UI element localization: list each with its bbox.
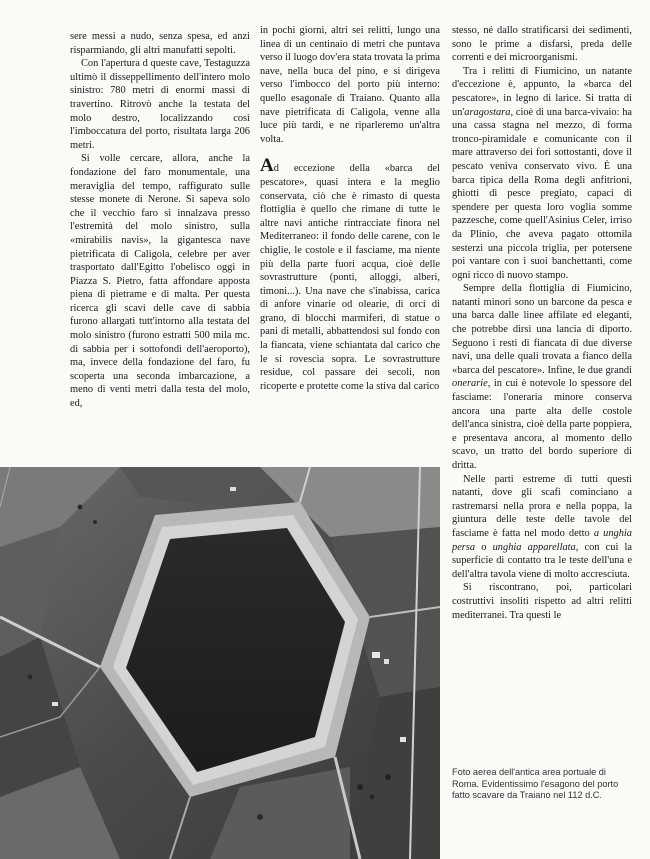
text-column-3 <box>452 24 632 622</box>
paragraph: stesso, né dallo stratificarsi dei sedimenti, sono le prime a disfarsi, preda delle correnti e dei microorganismi. <box>452 25 632 64</box>
paragraph: Con l'apertura d queste cave, Testaguzza ultimò il disseppellimento dell'intero molo sinistro: 780 metri di enormi massi di travertino. Ritrovò anche la testata del molo destro, localizzando così l'imboccatura del porto, risultata larga 206 metri. <box>70 58 250 151</box>
paragraph: sere messi a nudo, senza spesa, ed anzi risparmiando, gli altri manufatti sepolti. <box>70 31 250 56</box>
aerial-photo-image <box>0 467 440 859</box>
text-span: o <box>475 541 493 553</box>
text-span: , cioè di una barca-vivaio: ha una cassa stagna nel mezzo, di forma tronco-piramidale e comunicante con il mare attraverso dei fori sottostanti, dove il pescato veniva conservato vivo. È una barca tipica della Roma degli anfitrioni, ghiotti di pesce pregiato, capaci di spendere per questa loro voglia somme pazzesche, come quell'Asinius Celer, irriso da Plinio, che aveva pagato ottomila sesterzi una piccola triglia, per potersene poi vantare con i suoi banchettanti, come ogni ricco di nuovo stampo. <box>452 106 632 281</box>
paragraph: Si volle cercare, allora, anche la fondazione del faro monumentale, una meraviglia del tempo, raffigurato sulle stesse monete di Nerone. Si sapeva solo che il vecchio faro si innalzava presso l'estremità del molo sinistro, sulla «mirabilis navis», la gigantesca nave pietrificata di Caligola, celebre per aver trasportato dall'Egitto l'obelisco oggi in Piazza S. Pietro, fatta affondare apposta piena di pietrame e di malta. Per questa ricerca gli scavi delle cave di sabbia furono allargati tutt'intorno alla testata del molo sinistro (furono estratti 500 mila mc. di sabbia per i sottofondi dell'aeroporto), ma, invece della fondazione del faro, fu scoperta una seconda imbarcazione, a meno di venti metri dalla testa del molo, ed, <box>70 153 250 410</box>
text-column-2 <box>260 24 440 393</box>
paragraph-dropcap <box>260 155 440 393</box>
paragraph <box>452 282 632 472</box>
paragraph: Si riscontrano, poi, particolari costruttivi insoliti rispetto ad altri relitti mediterranei. Tra questi le <box>452 582 632 621</box>
text-span: Nelle parti estreme di tutti questi natanti, dove gli scafi cominciano a rastremarsi nella prora e nella poppa, la giuntura delle teste delle tavole del fasciame è fatta nel modo detto <box>452 473 632 539</box>
photo-caption: Foto aerea dell'antica area portuale di Roma. Evidentissimo l'esagono del porto fatto scavare da Traiano nel 112 d.C. <box>452 767 619 801</box>
text-span: Sempre della flottiglia di Fiumicino, natanti minori sono un barcone da pesca e una barca dalle linee affilate ed eleganti, che potrebbe dirsi una lancia di diporto. Seguono i resti di fiancata di due diverse navi, una delle quali trovata a fianco della «barca del pescatore». Infine, le due grandi <box>452 283 632 376</box>
aerial-photo <box>0 467 440 859</box>
paragraph-text: d eccezione della «barca del pescatore», quasi intera e la meglio conservata, ciò che è rimasto di questa flottiglia è quello che rimane di tutte le altre navi antiche rintracciate finora nel Mediterraneo: il fondo delle carene, con le chiglie, le costole e il fasciame, ma niente più della parte fuori acqua, cioè delle sovrastrutture (ponti, alloggi, alberi, timoni...). Una nave che s'inabissa, carica di anfore vinarie od olearie, di orci di grano, di blocchi marmiferi, di statue o pani di metalli, abbattendosi sul fondo con la fiancata, viene schiantata dal carico che le si rovescia sopra. Le sovrastrutture residue, col passare dei secoli, non ricoperte e protette come la stiva dal carico <box>260 163 440 392</box>
italic-term: aragostara <box>464 106 511 118</box>
text-span: Tra i relitti di Fiumicino, un natante d'eccezione è, appunto, la «barca del pescatore», in legno di larice. Si tratta di un' <box>452 65 632 118</box>
drop-cap: A <box>260 155 274 177</box>
text-span: , in cui è notevole lo spessore del fasciame: l'oneraria minore conserva ancora una parte alta delle costole dell'anca sinistra, cioè della parte poppiera, e presentava ancora, al momento dello scavo, un tratto del bordo superiore di dritta. <box>452 378 632 471</box>
italic-term: onerarie <box>452 378 488 390</box>
italic-term: unghia apparellata <box>492 541 576 553</box>
italic-term: a unghia persa <box>452 527 632 553</box>
text-column-1 <box>70 30 250 411</box>
paragraph: in pochi giorni, altri sei relitti, lungo una linea di un centinaio di metri che puntava verso il luogo dov'era stata trovata la prima nave, nella buca del pino, e si dirigeva verso l'imbocco del porto più interno: quello esagonale di Traiano. Quanto alla nave pietrificata di Caligola, venne alla luce più tardi, e ne riparleremo un'altra volta. <box>260 25 440 145</box>
paragraph <box>452 65 632 283</box>
text-span: , con cui la superficie di contatto tra le teste dell'una e dell'altra tavola viene di molto accresciuta. <box>452 541 632 580</box>
paragraph <box>452 473 632 582</box>
